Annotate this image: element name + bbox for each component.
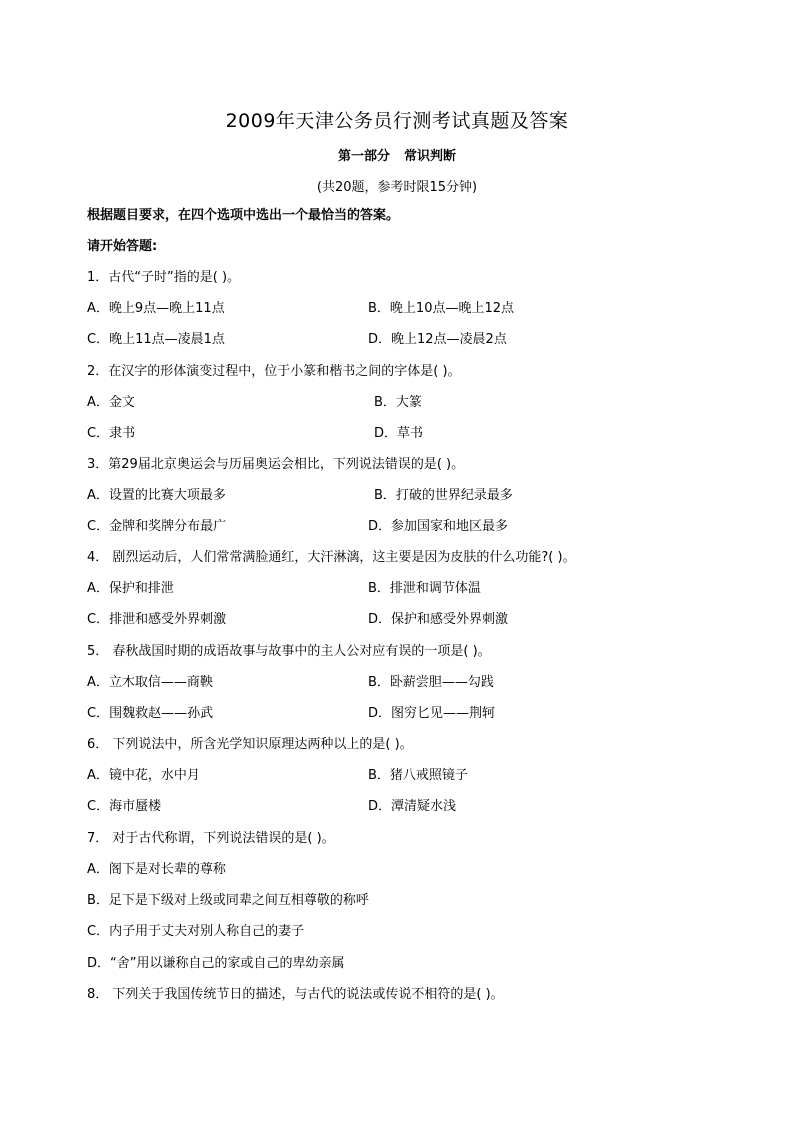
section-meta: (共20题，参考时限15分钟) [316, 180, 478, 195]
question-6-option-a: A．镜中花，水中月 [87, 768, 200, 783]
question-1-option-a: A．晚上9点—晚上11点 [87, 301, 225, 316]
question-5-option-c: C．围魏救赵——孙武 [87, 706, 214, 721]
question-5-option-b: B．卧薪尝胆——勾践 [368, 675, 494, 690]
question-4-option-c: C．排泄和感受外界刺激 [87, 612, 227, 627]
question-5-stem: 5． 春秋战国时期的成语故事与故事中的主人公对应有误的一项是( )。 [87, 644, 491, 659]
question-4-stem: 4． 剧烈运动后，人们常常满脸通红，大汗淋漓，这主要是因为皮肤的什么功能?( )。 [87, 550, 576, 565]
question-1-option-c: C．晚上11点—凌晨1点 [87, 332, 225, 347]
question-3-option-c: C．金牌和奖牌分布最广 [87, 519, 227, 534]
question-2-option-a: A．金文 [87, 395, 135, 410]
question-3-option-b: B．打破的世界纪录最多 [374, 488, 513, 503]
question-6-option-b: B．猪八戒照镜子 [368, 768, 468, 783]
question-1-stem: 1．古代“子时”指的是( )。 [87, 270, 241, 285]
question-1-option-d: D．晚上12点—凌晨2点 [368, 332, 507, 347]
question-3-stem: 3．第29届北京奥运会与历届奥运会相比，下列说法错误的是( )。 [87, 457, 465, 472]
question-6-option-d: D．潭清疑水浅 [368, 799, 457, 814]
question-5-option-d: D．图穷匕见——荆轲 [368, 706, 496, 721]
instruction-text: 根据题目要求，在四个选项中选出一个最恰当的答案。 [87, 208, 400, 223]
question-7-option-a: A．阁下是对长辈的尊称 [87, 862, 226, 877]
question-8-stem: 8． 下列关于我国传统节日的描述，与古代的说法或传说不相符的是( )。 [87, 987, 504, 1002]
question-7-option-b: B．足下是下级对上级或同辈之间互相尊敬的称呼 [87, 893, 369, 908]
question-1-option-b: B．晚上10点—晚上12点 [368, 301, 515, 316]
question-6-option-c: C．海市蜃楼 [87, 799, 162, 814]
document-title: 2009年天津公务员行测考试真题及答案 [225, 110, 569, 132]
question-4-option-a: A．保护和排泄 [87, 581, 174, 596]
question-6-stem: 6． 下列说法中，所含光学知识原理达两种以上的是( )。 [87, 737, 413, 752]
question-5-option-a: A．立木取信——商鞅 [87, 675, 213, 690]
section-heading [0, 145, 794, 164]
question-7-option-c: C．内子用于丈夫对别人称自己的妻子 [87, 924, 305, 939]
question-3-option-d: D．参加国家和地区最多 [368, 519, 509, 534]
question-2-option-d: D．草书 [374, 426, 424, 441]
section-name: 常识判断 [404, 149, 457, 164]
question-4-option-d: D．保护和感受外界刺激 [368, 612, 509, 627]
start-prompt: 请开始答题: [87, 239, 158, 254]
question-2-stem: 2．在汉字的形体演变过程中，位于小篆和楷书之间的字体是( )。 [87, 364, 461, 379]
question-2-option-c: C．隶书 [87, 426, 136, 441]
question-4-option-b: B．排泄和调节体温 [368, 581, 481, 596]
question-3-option-a: A．设置的比赛大项最多 [87, 488, 226, 503]
question-2-option-b: B．大篆 [374, 395, 422, 410]
question-7-stem: 7． 对于古代称谓，下列说法错误的是( )。 [87, 831, 335, 846]
section-part: 第一部分 [337, 149, 390, 164]
question-7-option-d: D．“舍”用以谦称自己的家或自己的卑幼亲属 [87, 956, 345, 971]
